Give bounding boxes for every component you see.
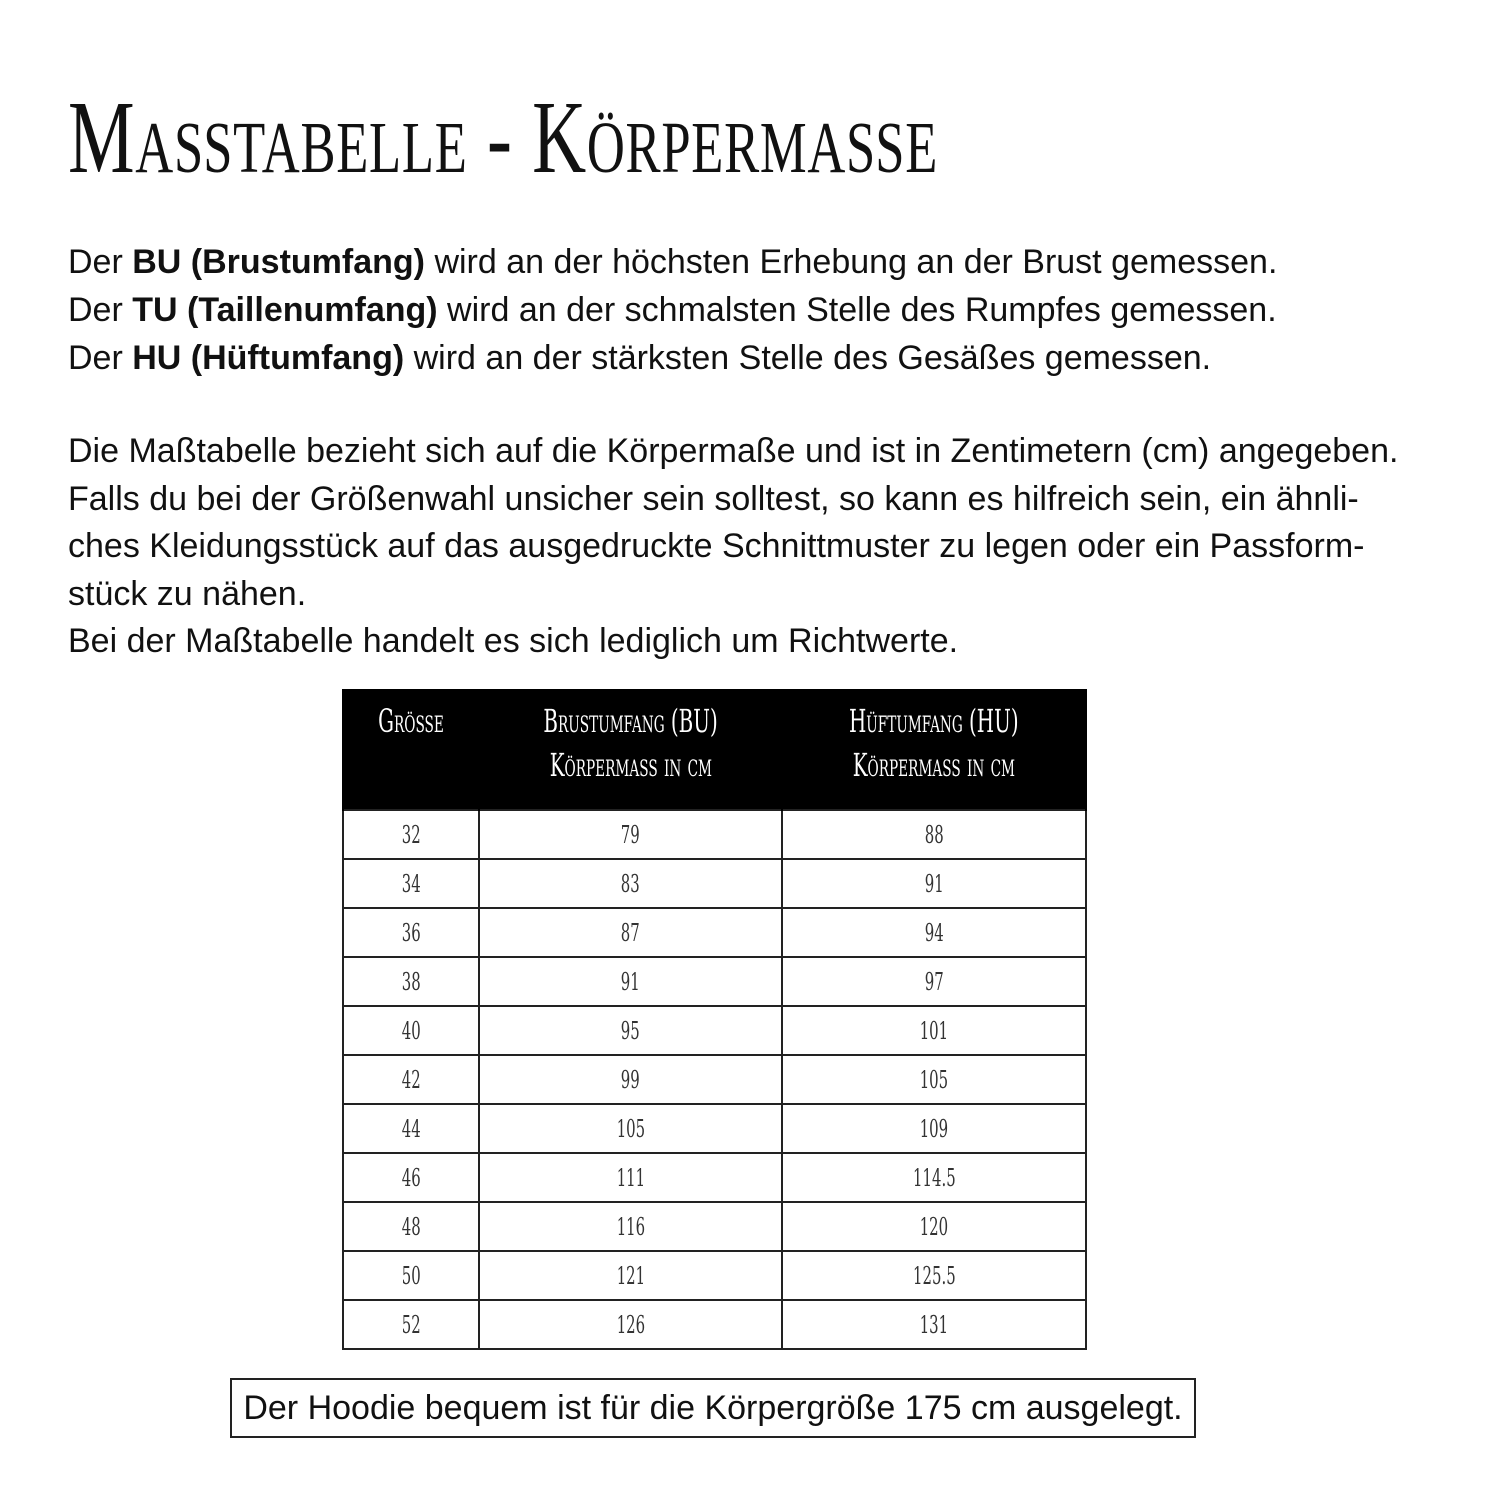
table-row [343, 1153, 1086, 1202]
definition-text: wird an der schmalsten Stelle des Rumpfes gemessen. [437, 291, 1277, 329]
cell-size-value: 36 [401, 918, 421, 947]
table-row [343, 859, 1086, 908]
cell-size [343, 908, 479, 957]
cell-bu-value: 91 [621, 967, 640, 996]
cell-hu [782, 1202, 1086, 1251]
cell-size [343, 1153, 479, 1202]
cell-bu [479, 1104, 783, 1153]
table-row [343, 908, 1086, 957]
definition-text: wird an der stärksten Stelle des Gesäßes gemessen. [404, 339, 1212, 377]
definition-term: TU (Taillenumfang) [132, 291, 438, 329]
cell-hu-value: 97 [924, 967, 944, 996]
cell-bu-value: 79 [621, 820, 640, 849]
size-table-header [343, 689, 1086, 810]
cell-size-value: 42 [401, 1065, 421, 1094]
header-bu-label: Brustumfang (BU) [543, 702, 718, 740]
cell-size [343, 1006, 479, 1055]
cell-bu-value: 111 [616, 1163, 645, 1192]
cell-hu-value: 101 [919, 1016, 949, 1045]
cell-size-value: 48 [401, 1212, 421, 1241]
definition-term: BU (Brustumfang) [132, 243, 425, 281]
header-row [343, 689, 1086, 810]
header-size [343, 689, 479, 810]
definition-bu [68, 238, 1468, 286]
definition-hu [68, 334, 1468, 382]
cell-bu-value: 116 [616, 1212, 645, 1241]
cell-size [343, 1104, 479, 1153]
note-line: stück zu nähen. [68, 574, 307, 613]
cell-size [343, 859, 479, 908]
cell-bu-value: 95 [621, 1016, 640, 1045]
cell-hu-value: 109 [919, 1114, 949, 1143]
cell-bu [479, 1153, 783, 1202]
cell-size-value: 38 [401, 967, 421, 996]
header-hu [782, 689, 1086, 810]
cell-bu [479, 908, 783, 957]
table-row [343, 810, 1086, 859]
note-line: Falls du bei der Größenwahl unsicher sein solltest, so kann es hilfreich sein, ein ähnli- [68, 479, 1359, 518]
cell-bu [479, 1055, 783, 1104]
size-table-body [343, 810, 1086, 1349]
table-row [343, 1202, 1086, 1251]
cell-bu [479, 859, 783, 908]
cell-bu-value: 121 [616, 1261, 645, 1290]
definition-text: wird an der höchsten Erhebung an der Brust gemessen. [425, 243, 1278, 281]
cell-hu-value: 91 [924, 869, 944, 898]
cell-hu [782, 859, 1086, 908]
cell-hu [782, 1153, 1086, 1202]
header-bu [479, 689, 783, 810]
cell-bu-value: 126 [616, 1310, 645, 1339]
definition-prefix: Der [68, 339, 133, 377]
cell-hu-value: 94 [924, 918, 944, 947]
definition-tu [68, 286, 1468, 334]
cell-size-value: 52 [401, 1310, 421, 1339]
cell-bu-value: 99 [621, 1065, 640, 1094]
cell-size-value: 46 [401, 1163, 421, 1192]
table-row [343, 1006, 1086, 1055]
cell-bu [479, 1006, 783, 1055]
header-hu-label: Hüftumfang (HU) [849, 702, 1019, 740]
cell-size-value: 40 [401, 1016, 421, 1045]
cell-size-value: 44 [401, 1114, 421, 1143]
table-row [343, 1055, 1086, 1104]
cell-size [343, 1055, 479, 1104]
header-hu-unit: Körpermaß in cm [853, 746, 1016, 784]
cell-hu [782, 810, 1086, 859]
cell-hu-value: 88 [924, 820, 944, 849]
size-notes [68, 428, 1468, 666]
cell-size-value: 32 [401, 820, 421, 849]
cell-hu [782, 1055, 1086, 1104]
note-line: Die Maßtabelle bezieht sich auf die Körpermaße und ist in Zentimetern (cm) angegeben. [68, 432, 1399, 470]
cell-hu [782, 908, 1086, 957]
note-line: Bei der Maßtabelle handelt es sich lediglich um Richtwerte. [68, 622, 959, 660]
cell-bu [479, 810, 783, 859]
cell-size [343, 957, 479, 1006]
cell-hu [782, 1006, 1086, 1055]
cell-hu-value: 125.5 [912, 1261, 956, 1290]
table-row [343, 1251, 1086, 1300]
definition-prefix: Der [68, 291, 133, 329]
cell-hu-value: 120 [919, 1212, 949, 1241]
cell-hu [782, 1104, 1086, 1153]
table-row [343, 957, 1086, 1006]
cell-size [343, 810, 479, 859]
table-row [343, 1300, 1086, 1349]
definition-term: HU (Hüftumfang) [132, 339, 405, 377]
cell-bu [479, 957, 783, 1006]
definition-prefix: Der [68, 243, 133, 281]
cell-size [343, 1202, 479, 1251]
cell-bu-value: 87 [621, 918, 640, 947]
cell-hu [782, 957, 1086, 1006]
page-title: Maßtabelle - Körpermaße [68, 80, 939, 195]
cell-bu [479, 1202, 783, 1251]
measurement-definitions [68, 238, 1468, 382]
cell-hu [782, 1251, 1086, 1300]
fit-note: Der Hoodie bequem ist für die Körpergröße 175 cm ausgelegt. [230, 1378, 1196, 1438]
cell-size-value: 50 [401, 1261, 421, 1290]
cell-size [343, 1251, 479, 1300]
header-size-label: Größe [377, 702, 444, 740]
cell-bu [479, 1251, 783, 1300]
cell-hu-value: 105 [919, 1065, 949, 1094]
cell-hu [782, 1300, 1086, 1349]
cell-size-value: 34 [401, 869, 421, 898]
table-row [343, 1104, 1086, 1153]
cell-hu-value: 131 [919, 1310, 949, 1339]
size-table [342, 689, 1087, 1350]
cell-bu [479, 1300, 783, 1349]
header-bu-unit: Körpermaß in cm [549, 746, 712, 784]
cell-size [343, 1300, 479, 1349]
cell-bu-value: 83 [621, 869, 640, 898]
cell-hu-value: 114.5 [912, 1163, 956, 1192]
note-line: ches Kleidungsstück auf das ausgedruckte Schnittmuster zu legen oder ein Passform- [68, 527, 1365, 565]
cell-bu-value: 105 [616, 1114, 645, 1143]
